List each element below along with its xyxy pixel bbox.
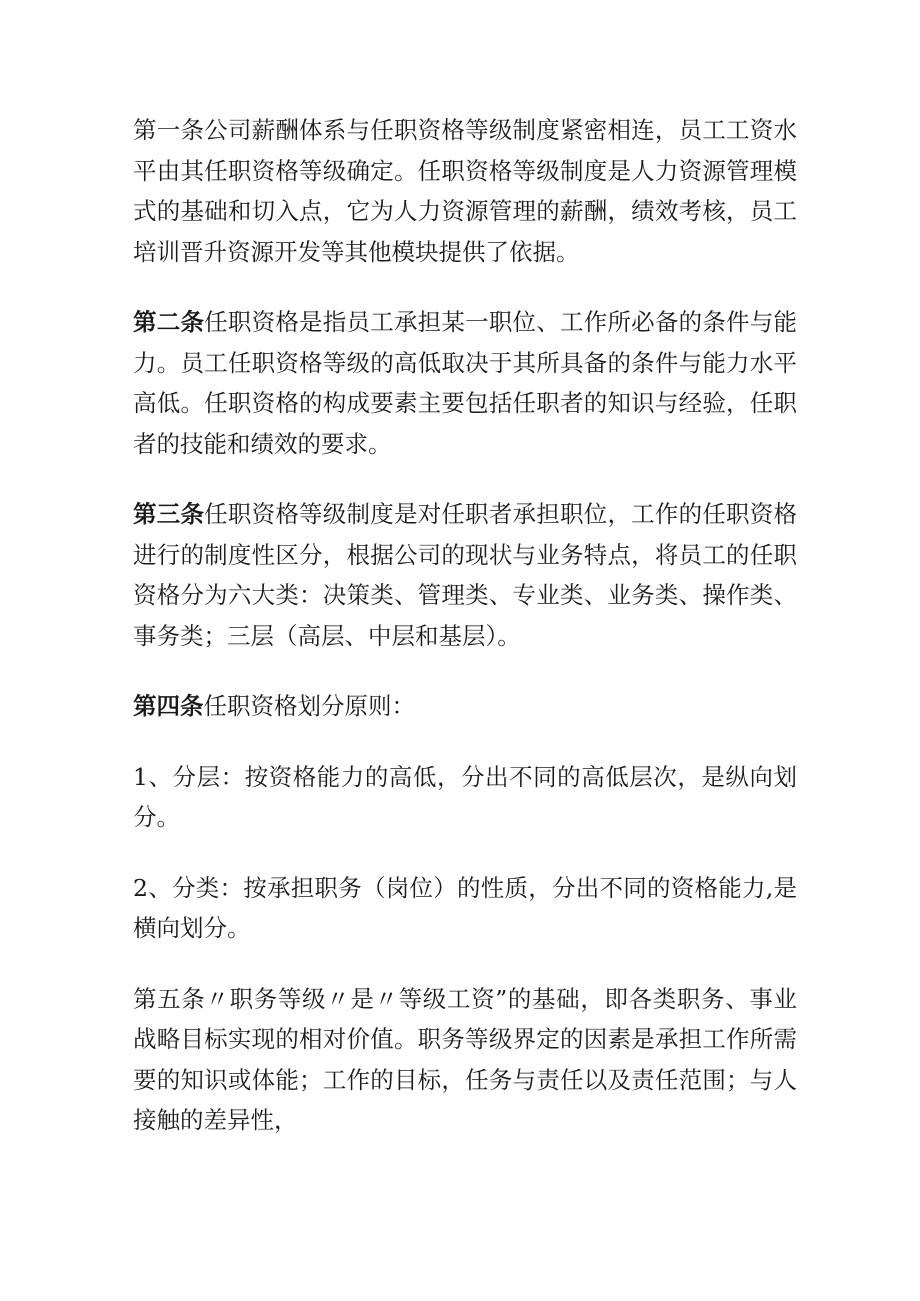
paragraph-text: 任职资格划分原则： [203,692,415,720]
paragraph-text: 第五条〃职务等级〃是〃等级工资”的基础，即各类职务、事业战略目标实现的相对价值。职务等级界定的因素是承担工作所需要的知识或体能；工作的目标，任务与责任以及责任范围；与人接触的差异性， [133,984,797,1134]
list-item-classification [133,868,797,949]
paragraph-text: 任职资格等级制度是对任职者承担职位，工作的任职资格进行的制度性区分，根据公司的现状与业务特点，将员工的任职资格分为六大类：决策类、管理类、专业类、业务类、操作类、事务类；三层（高层、中层和基层）。 [133,500,798,650]
paragraph-article-4 [133,686,797,727]
article-number: 第三条 [133,500,205,528]
paragraph-text: 1、分层：按资格能力的高低，分出不同的高低层次，是纵向划分。 [133,762,797,831]
paragraph-article-1 [133,110,797,272]
article-number: 第二条 [133,308,205,336]
document-body [133,110,797,1171]
paragraph-article-2 [133,302,797,464]
paragraph-text: 第一条公司薪酬体系与任职资格等级制度紧密相连，员工工资水平由其任职资格等级确定。任职资格等级制度是人力资源管理模式的基础和切入点，它为人力资源管理的薪酬，绩效考核，员工培训晋升资源开发等其他模块提供了依据。 [133,116,797,266]
article-number: 第四条 [133,692,204,720]
list-item-layering [133,757,797,838]
paragraph-text: 任职资格是指员工承担某一职位、工作所必备的条件与能力。员工任职资格等级的高低取决于其所具备的条件与能力水平高低。任职资格的构成要素主要包括任职者的知识与经验，任职者的技能和绩效的要求。 [133,308,798,458]
paragraph-article-3 [133,494,797,656]
paragraph-article-5 [133,979,797,1141]
paragraph-text: 2、分类：按承担职务（岗位）的性质，分出不同的资格能力,是横向划分。 [133,873,797,942]
